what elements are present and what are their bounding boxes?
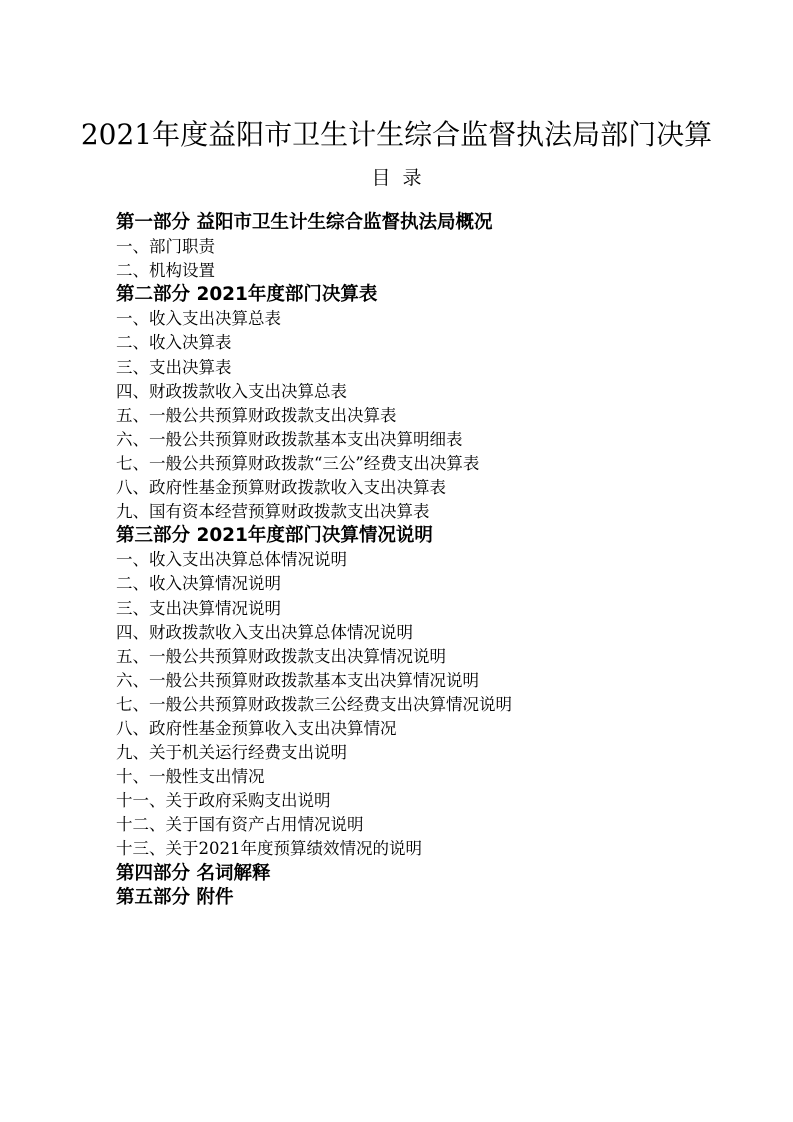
toc-item: 八、政府性基金预算财政拨款收入支出决算表 (116, 478, 446, 498)
toc-item: 三、支出决算情况说明 (116, 598, 281, 618)
toc-item: 二、机构设置 (116, 261, 215, 281)
toc-item: 十二、关于国有资产占用情况说明 (116, 815, 364, 835)
toc-item: 一、部门职责 (116, 237, 215, 257)
toc-item: 十一、关于政府采购支出说明 (116, 791, 331, 811)
toc-item: 十、一般性支出情况 (116, 767, 265, 787)
toc-part-heading: 第一部分 益阳市卫生计生综合监督执法局概况 (116, 212, 493, 233)
toc-item: 一、收入支出决算总体情况说明 (116, 550, 347, 570)
toc-item: 六、一般公共预算财政拨款基本支出决算明细表 (116, 429, 463, 449)
document-title: 2021年度益阳市卫生计生综合监督执法局部门决算 (80, 117, 713, 151)
toc-item: 五、一般公共预算财政拨款支出决算表 (116, 405, 397, 425)
toc-item: 一、收入支出决算总表 (116, 309, 281, 329)
toc-item: 四、财政拨款收入支出决算总体情况说明 (116, 622, 413, 642)
toc-item: 五、一般公共预算财政拨款支出决算情况说明 (116, 646, 446, 666)
toc-part-heading: 第五部分 附件 (116, 886, 234, 908)
toc-part-heading: 第三部分 2021年度部门决算情况说明 (116, 525, 433, 547)
toc-item: 七、一般公共预算财政拨款三公经费支出决算情况说明 (116, 694, 512, 714)
toc-part-heading: 第二部分 2021年度部门决算表 (116, 284, 378, 306)
toc-part-heading: 第四部分 名词解释 (116, 862, 271, 884)
toc-item: 九、国有资本经营预算财政拨款支出决算表 (116, 502, 430, 522)
toc-item: 七、一般公共预算财政拨款“三公”经费支出决算表 (116, 453, 480, 473)
toc-item: 六、一般公共预算财政拨款基本支出决算情况说明 (116, 670, 479, 690)
toc-item: 八、政府性基金预算收入支出决算情况 (116, 718, 397, 738)
toc-item: 九、关于机关运行经费支出说明 (116, 743, 347, 763)
toc-heading: 目 录 (371, 167, 422, 189)
toc-item: 二、收入决算表 (116, 333, 232, 353)
table-of-contents (116, 211, 756, 910)
toc-item: 三、支出决算表 (116, 357, 232, 377)
toc-item: 四、财政拨款收入支出决算总表 (116, 381, 347, 401)
toc-item: 二、收入决算情况说明 (116, 574, 281, 594)
toc-item: 十三、关于2021年度预算绩效情况的说明 (116, 839, 422, 859)
